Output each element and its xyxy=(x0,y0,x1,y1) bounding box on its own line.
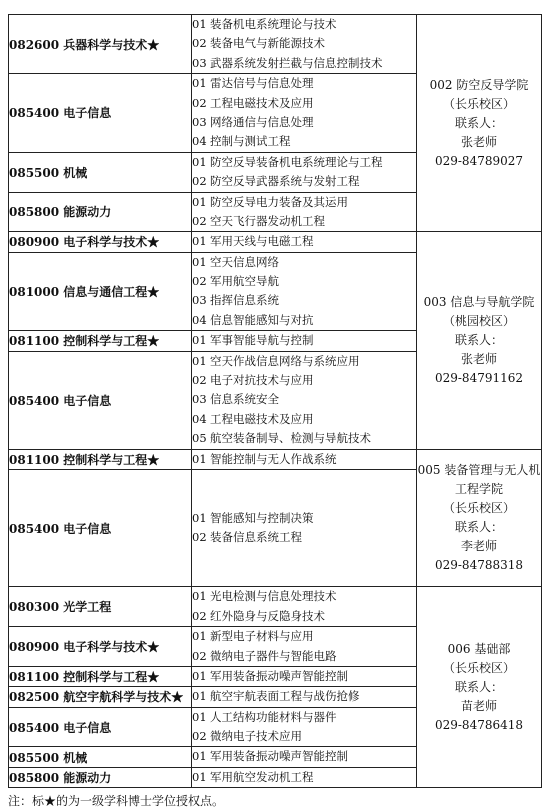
direction-text: 航空宇航表面工程与战伤抢修 xyxy=(210,689,360,704)
direction-item xyxy=(192,311,416,330)
direction-text: 指挥信息系统 xyxy=(210,293,279,308)
major-name: 085800 能源动力 xyxy=(9,192,192,232)
school-phone: 029-84786418 xyxy=(434,717,524,732)
direction-text: 装备电气与新能源技术 xyxy=(210,36,325,51)
direction-text: 军用装备振动噪声智能控制 xyxy=(210,668,348,683)
direction-number: 01 xyxy=(192,668,207,683)
direction-text: 空天作战信息网络与系统应用 xyxy=(210,353,360,368)
major-name: 080900 电子科学与技术★ xyxy=(9,232,192,252)
direction-item xyxy=(192,607,416,626)
major-name: 085400 电子信息 xyxy=(9,351,192,449)
school-contact-label: 联系人： xyxy=(454,115,503,130)
direction-text: 军用航空发动机工程 xyxy=(210,769,314,784)
direction-number: 03 xyxy=(192,55,207,70)
direction-text: 航空装备制导、检测与导航技术 xyxy=(210,431,371,446)
direction-text: 武器系统发射拦截与信息控制技术 xyxy=(210,55,383,70)
direction-item xyxy=(192,647,416,666)
direction-item xyxy=(192,291,416,310)
school-phone: 029-84789027 xyxy=(434,153,524,168)
direction-number: 01 xyxy=(192,769,207,784)
school-info xyxy=(417,449,542,587)
direction-item xyxy=(192,34,416,53)
direction-number: 03 xyxy=(192,392,207,407)
major-row xyxy=(9,449,542,469)
direction-text: 信息系统安全 xyxy=(210,392,279,407)
footnote: 注：标★的为一级学科博士学位授权点。 xyxy=(8,794,225,808)
school-name: 003 信息与导航学院 xyxy=(423,294,535,309)
research-directions xyxy=(192,152,417,192)
direction-item xyxy=(192,687,416,706)
direction-item xyxy=(192,587,416,606)
direction-text: 微纳电子技术应用 xyxy=(210,729,302,744)
research-directions xyxy=(192,232,417,252)
direction-text: 雷达信号与信息处理 xyxy=(210,76,314,91)
major-name: 085400 电子信息 xyxy=(9,469,192,586)
direction-text: 军用装备振动噪声智能控制 xyxy=(210,749,348,764)
school-contact: 李老师 xyxy=(460,538,497,553)
major-name: 085400 电子信息 xyxy=(9,707,192,747)
major-name: 082500 航空宇航科学与技术★ xyxy=(9,687,192,707)
direction-number: 01 xyxy=(192,689,207,704)
major-name: 081100 控制科学与工程★ xyxy=(9,666,192,686)
direction-number: 02 xyxy=(192,36,207,51)
direction-text: 控制与测试工程 xyxy=(210,134,291,149)
direction-text: 人工结构功能材料与器件 xyxy=(210,709,337,724)
school-contact: 张老师 xyxy=(460,351,497,366)
direction-item xyxy=(192,253,416,272)
direction-text: 军用天线与电磁工程 xyxy=(210,234,314,249)
direction-item xyxy=(192,212,416,231)
direction-item xyxy=(192,390,416,409)
direction-number: 01 xyxy=(192,333,207,348)
direction-number: 04 xyxy=(192,312,207,327)
direction-item xyxy=(192,509,416,528)
school-contact-label: 联系人： xyxy=(454,679,503,694)
school-name: 006 基础部 xyxy=(447,641,511,656)
direction-text: 网络通信与信息处理 xyxy=(210,114,314,129)
research-directions xyxy=(192,767,417,787)
direction-number: 01 xyxy=(192,76,207,91)
direction-number: 01 xyxy=(192,234,207,249)
direction-text: 装备信息系统工程 xyxy=(210,530,302,545)
major-name: 085400 电子信息 xyxy=(9,74,192,153)
direction-number: 02 xyxy=(192,213,207,228)
direction-number: 03 xyxy=(192,114,207,129)
direction-number: 01 xyxy=(192,629,207,644)
direction-text: 装备机电系统理论与技术 xyxy=(210,17,337,31)
research-directions xyxy=(192,351,417,449)
direction-number: 01 xyxy=(192,451,207,466)
research-directions xyxy=(192,252,417,331)
direction-number: 01 xyxy=(192,194,207,209)
direction-item xyxy=(192,528,416,547)
direction-number: 02 xyxy=(192,608,207,623)
direction-item xyxy=(192,232,416,251)
direction-text: 电子对抗技术与应用 xyxy=(210,373,314,388)
direction-item xyxy=(192,627,416,646)
direction-number: 03 xyxy=(192,293,207,308)
research-directions xyxy=(192,331,417,351)
major-name: 080900 电子科学与技术★ xyxy=(9,627,192,667)
school-info xyxy=(417,15,542,232)
spacer xyxy=(192,548,416,567)
direction-item xyxy=(192,450,416,469)
direction-item xyxy=(192,410,416,429)
direction-text: 红外隐身与反隐身技术 xyxy=(210,608,325,623)
research-directions xyxy=(192,666,417,686)
direction-item xyxy=(192,371,416,390)
school-campus: （桃园校区） xyxy=(442,313,515,328)
direction-item xyxy=(192,132,416,151)
direction-item xyxy=(192,727,416,746)
school-contact: 张老师 xyxy=(460,134,497,149)
direction-text: 光电检测与信息处理技术 xyxy=(210,589,337,604)
direction-text: 信息智能感知与对抗 xyxy=(210,312,314,327)
direction-number: 02 xyxy=(192,95,207,110)
direction-number: 01 xyxy=(192,510,207,525)
direction-item xyxy=(192,193,416,212)
spacer xyxy=(192,470,416,489)
direction-text: 新型电子材料与应用 xyxy=(210,629,314,644)
direction-number: 01 xyxy=(192,709,207,724)
direction-text: 工程电磁技术及应用 xyxy=(210,95,314,110)
direction-item xyxy=(192,429,416,448)
direction-item xyxy=(192,74,416,93)
major-row xyxy=(9,15,542,74)
direction-item xyxy=(192,172,416,191)
school-info xyxy=(417,587,542,788)
direction-item xyxy=(192,352,416,371)
school-campus: （长乐校区） xyxy=(442,660,515,675)
direction-number: 01 xyxy=(192,254,207,269)
research-directions xyxy=(192,707,417,747)
major-name: 081100 控制科学与工程★ xyxy=(9,449,192,469)
direction-number: 02 xyxy=(192,373,207,388)
direction-number: 04 xyxy=(192,411,207,426)
major-row xyxy=(9,232,542,252)
direction-text: 空天信息网络 xyxy=(210,254,279,269)
school-contact: 苗老师 xyxy=(460,698,497,713)
direction-item xyxy=(192,15,416,34)
direction-item xyxy=(192,768,416,787)
direction-number: 02 xyxy=(192,648,207,663)
direction-text: 军用航空导航 xyxy=(210,274,279,289)
direction-item xyxy=(192,331,416,350)
spacer xyxy=(192,567,416,586)
school-phone: 029-84788318 xyxy=(434,557,524,572)
major-table xyxy=(8,14,542,788)
school-name: 002 防空反导学院 xyxy=(429,77,529,92)
school-name: 005 装备管理与无人机工程学院 xyxy=(417,462,541,496)
direction-text: 空天飞行器发动机工程 xyxy=(210,213,325,228)
direction-text: 工程电磁技术及应用 xyxy=(210,411,314,426)
direction-number: 01 xyxy=(192,749,207,764)
major-name: 085500 机械 xyxy=(9,152,192,192)
major-name: 081000 信息与通信工程★ xyxy=(9,252,192,331)
direction-number: 01 xyxy=(192,353,207,368)
spacer xyxy=(192,489,416,508)
major-name: 085500 机械 xyxy=(9,747,192,767)
research-directions xyxy=(192,469,417,586)
direction-number: 05 xyxy=(192,431,207,446)
direction-number: 02 xyxy=(192,174,207,189)
research-directions xyxy=(192,449,417,469)
research-directions xyxy=(192,587,417,627)
direction-item xyxy=(192,747,416,766)
research-directions xyxy=(192,15,417,74)
direction-text: 智能控制与无人作战系统 xyxy=(210,451,337,466)
research-directions xyxy=(192,192,417,232)
research-directions xyxy=(192,687,417,707)
direction-item xyxy=(192,94,416,113)
direction-number: 02 xyxy=(192,274,207,289)
research-directions xyxy=(192,627,417,667)
direction-text: 军事智能导航与控制 xyxy=(210,333,314,348)
direction-number: 01 xyxy=(192,17,207,31)
direction-item xyxy=(192,272,416,291)
major-name: 080300 光学工程 xyxy=(9,587,192,627)
direction-item xyxy=(192,708,416,727)
direction-number: 04 xyxy=(192,134,207,149)
direction-number: 02 xyxy=(192,729,207,744)
research-directions xyxy=(192,74,417,153)
direction-item xyxy=(192,667,416,686)
school-info xyxy=(417,232,542,449)
major-name: 085800 能源动力 xyxy=(9,767,192,787)
major-name: 082600 兵器科学与技术★ xyxy=(9,15,192,74)
school-phone: 029-84791162 xyxy=(434,370,524,385)
direction-text: 智能感知与控制决策 xyxy=(210,510,314,525)
direction-text: 防空反导武器系统与发射工程 xyxy=(210,174,360,189)
research-directions xyxy=(192,747,417,767)
direction-text: 防空反导装备机电系统理论与工程 xyxy=(210,154,383,169)
direction-item xyxy=(192,113,416,132)
major-row xyxy=(9,587,542,627)
school-campus: （长乐校区） xyxy=(442,500,515,515)
major-name: 081100 控制科学与工程★ xyxy=(9,331,192,351)
direction-number: 01 xyxy=(192,154,207,169)
direction-text: 微纳电子器件与智能电路 xyxy=(210,648,337,663)
direction-number: 02 xyxy=(192,530,207,545)
direction-item xyxy=(192,153,416,172)
school-contact-label: 联系人： xyxy=(454,519,503,534)
direction-number: 01 xyxy=(192,589,207,604)
school-campus: （长乐校区） xyxy=(442,96,515,111)
school-contact-label: 联系人： xyxy=(454,332,503,347)
direction-text: 防空反导电力装备及其运用 xyxy=(210,194,348,209)
direction-item xyxy=(192,54,416,73)
